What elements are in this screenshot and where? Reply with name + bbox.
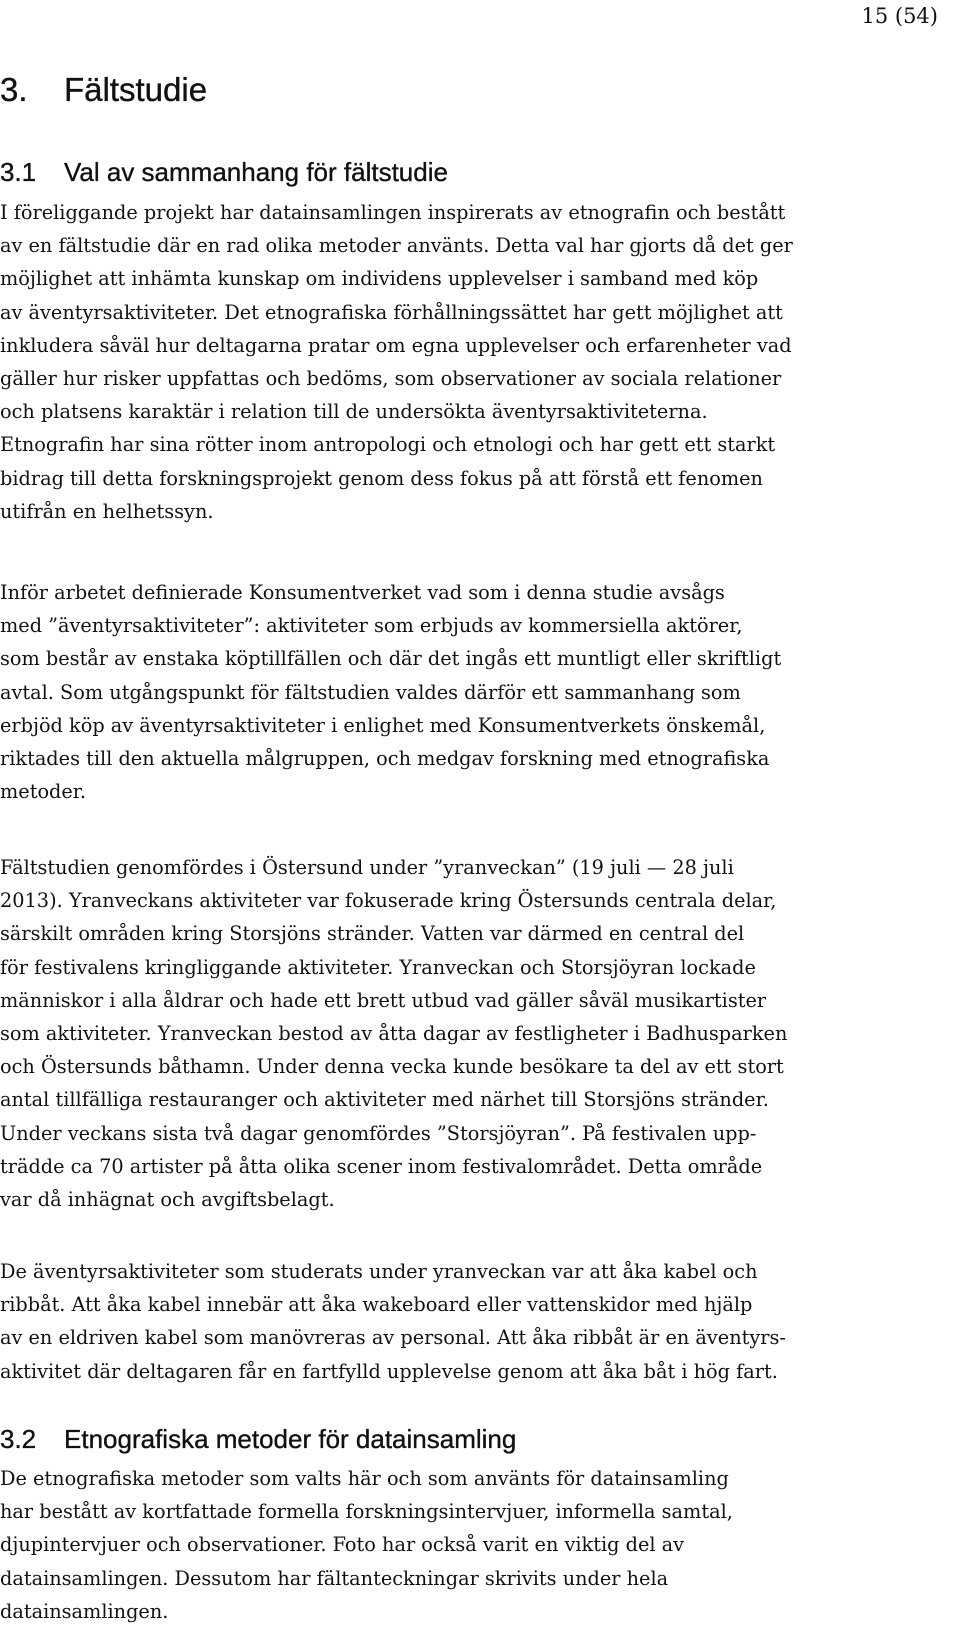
paragraph-line: De äventyrsaktiviteter som studerats under yranveckan var att åka kabel och [0,1260,758,1283]
paragraph-line: 2013). Yranveckans aktiviteter var fokuserade kring Östersunds centrala delar, [0,889,777,913]
paragraph-line: och platsens karaktär i relation till de undersökta äventyrsaktiviteterna. [0,400,708,424]
paragraph-line: var då inhägnat och avgiftsbelagt. [0,1187,335,1211]
chapter-title: Fältstudie [64,71,208,108]
paragraph-line: människor i alla åldrar och hade ett brett utbud vad gäller såväl musikartister [0,988,767,1012]
section-heading [0,1423,516,1455]
paragraph-line: Inför arbetet definierade Konsumentverket vad som i denna studie avsågs [0,581,725,604]
paragraph-line: datainsamlingen. [0,1599,169,1623]
section-title: Etnografiska metoder för datainsamling [64,1424,517,1454]
paragraph-line: med ”äventyrsaktiviteter”: aktiviteter som erbjuds av kommersiella aktörer, [0,614,743,638]
paragraph-line: Etnografin har sina rötter inom antropologi och etnologi och har gett ett starkt [0,433,776,457]
chapter-number: 3. [0,71,28,108]
paragraph-line: riktades till den aktuella målgruppen, och medgav forskning med etnografiska [0,746,770,770]
paragraph-line: bidrag till detta forskningsprojekt genom dess fokus på att förstå ett fenomen [0,466,763,490]
paragraph-line: av en eldriven kabel som manövreras av personal. Att åka ribbåt är en äventyrs- [0,1326,786,1350]
paragraph-line: gäller hur risker uppfattas och bedöms, som observationer av sociala relationer [0,366,782,390]
paragraph-line: metoder. [0,780,87,804]
page-number: 15 (54) [861,4,938,28]
body-paragraph [0,196,793,528]
paragraph-line: Under veckans sista två dagar genomfördes ”Storsjöyran”. På festivalen upp- [0,1121,757,1145]
paragraph-line: trädde ca 70 artister på åtta olika scener inom festivalområdet. Detta område [0,1154,763,1178]
section-title: Val av sammanhang för fältstudie [64,157,448,187]
paragraph-line: De etnografiska metoder som valts här och som använts för datainsamling [0,1467,729,1490]
paragraph-line: utifrån en helhetssyn. [0,499,214,523]
paragraph-line: antal tillfälliga restauranger och aktiviteter med närhet till Storsjöns stränder. [0,1088,769,1112]
body-paragraph [0,851,787,1216]
paragraph-line: möjlighet att inhämta kunskap om individens upplevelser i samband med köp [0,267,759,291]
section-number: 3.1 [0,157,37,187]
paragraph-line: som består av enstaka köptillfällen och där det ingås ett muntligt eller skriftligt [0,647,782,671]
paragraph-line: har bestått av kortfattade formella forskningsintervjuer, informella samtal, [0,1500,733,1524]
paragraph-line: aktivitet där deltagaren får en fartfylld upplevelse genom att åka båt i hög fart. [0,1359,778,1383]
body-paragraph [0,576,781,808]
paragraph-line: avtal. Som utgångspunkt för fältstudien valdes därför ett sammanhang som [0,680,741,704]
paragraph-line: av en fältstudie där en rad olika metoder använts. Detta val har gjorts då det ger [0,234,793,258]
paragraph-line: för festivalens kringliggande aktiviteter. Yranveckan och Storsjöyran lockade [0,955,756,979]
paragraph-line: av äventyrsaktiviteter. Det etnografiska förhållningssättet har gett möjlighet att [0,300,783,324]
section-number: 3.2 [0,1424,37,1454]
paragraph-line: ribbåt. Att åka kabel innebär att åka wakeboard eller vattenskidor med hjälp [0,1293,753,1317]
paragraph-line: inkludera såväl hur deltagarna pratar om egna upplevelser och erfarenheter vad [0,333,792,357]
paragraph-line: I föreliggande projekt har datainsamlingen inspirerats av etnografin och bestått [0,201,786,224]
paragraph-line: djupintervjuer och observationer. Foto har också varit en viktig del av [0,1533,685,1557]
body-paragraph [0,1462,733,1628]
paragraph-line: som aktiviteter. Yranveckan bestod av åtta dagar av festligheter i Badhusparken [0,1021,788,1045]
chapter-heading [0,70,207,110]
paragraph-line: Fältstudien genomfördes i Östersund under ”yranveckan” (19 juli — 28 juli [0,856,734,879]
paragraph-line: särskilt områden kring Storsjöns stränder. Vatten var därmed en central del [0,922,745,946]
paragraph-line: datainsamlingen. Dessutom har fältanteckningar skrivits under hela [0,1566,669,1590]
paragraph-line: erbjöd köp av äventyrsaktiviteter i enlighet med Konsumentverkets önskemål, [0,713,766,737]
paragraph-line: och Östersunds båthamn. Under denna vecka kunde besökare ta del av ett stort [0,1055,784,1079]
section-heading [0,156,448,188]
body-paragraph [0,1255,786,1388]
